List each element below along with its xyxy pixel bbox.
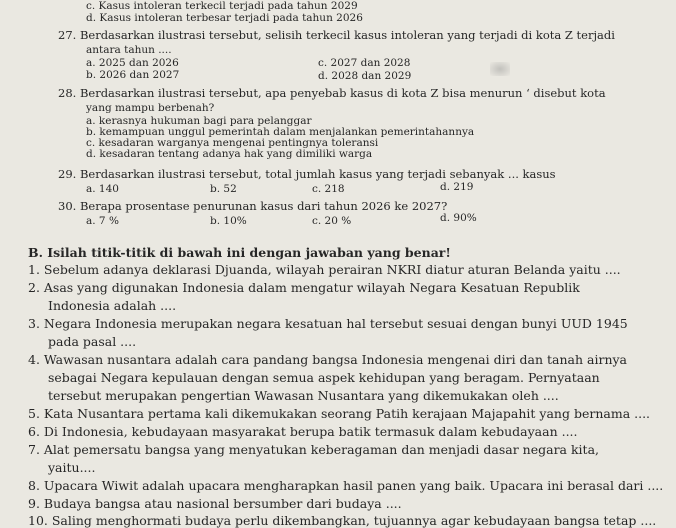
b-question-1: 1. Sebelum adanya deklarasi Djuanda, wilayah perairan NKRI diatur aturan Belanda yaitu .... <box>28 262 621 277</box>
q30-option-d: d. 90% <box>440 212 477 224</box>
question-27-cont: antara tahun .... <box>86 44 172 56</box>
q28-option-b: b. kemampuan unggul pemerintah dalam menjalankan pemerintahannya <box>86 126 475 138</box>
q29-option-c: c. 218 <box>312 183 345 195</box>
b-question-2-cont: Indonesia adalah .... <box>48 298 177 313</box>
b-question-4-cont1: sebagai Negara kepulauan dengan semua aspek kehidupan yang beragam. Pernyataan <box>48 370 600 385</box>
option-d-prev: d. Kasus intoleran terbesar terjadi pada tahun 2026 <box>86 12 363 24</box>
b-question-9: 9. Budaya bangsa atau nasional bersumber dari budaya .... <box>28 496 402 511</box>
q30-option-a: a. 7 % <box>86 215 119 227</box>
b-question-3-cont: pada pasal .... <box>48 334 137 349</box>
q30-option-c: c. 20 % <box>312 215 352 227</box>
b-question-10: 10. Saling menghormati budaya perlu dikembangkan, tujuannya agar kebudayaan bangsa tetap .... <box>28 513 657 528</box>
b-question-6: 6. Di Indonesia, kebudayaan masyarakat berupa batik termasuk dalam kebudayaan .... <box>28 424 578 439</box>
q27-option-a: a. 2025 dan 2026 <box>86 57 179 69</box>
b-question-7: 7. Alat pemersatu bangsa yang menyatukan keberagaman dan menjadi dasar negara kita, <box>28 442 599 457</box>
question-30: 30. Berapa prosentase penurunan kasus dari tahun 2026 ke 2027? <box>58 199 448 213</box>
q28-option-a: a. kerasnya hukuman bagi para pelanggar <box>86 115 312 127</box>
b-question-3: 3. Negara Indonesia merupakan negara kesatuan hal tersebut sesuai dengan bunyi UUD 1945 <box>28 316 628 331</box>
option-c-prev: c. Kasus intoleran terkecil terjadi pada tahun 2029 <box>86 0 358 12</box>
q28-option-d: d. kesadaran tentang adanya hak yang dimiliki warga <box>86 148 373 160</box>
b-question-2: 2. Asas yang digunakan Indonesia dalam mengatur wilayah Negara Kesatuan Republik <box>28 280 580 295</box>
question-29: 29. Berdasarkan ilustrasi tersebut, total jumlah kasus yang terjadi sebanyak ... kasus <box>58 167 556 181</box>
question-28: 28. Berdasarkan ilustrasi tersebut, apa penyebab kasus di kota Z bisa menurun ‘ disebut kota <box>58 86 606 100</box>
section-b-title: B. Isilah titik-titik di bawah ini dengan jawaban yang benar! <box>28 245 451 260</box>
b-question-8: 8. Upacara Wiwit adalah upacara mengharapkan hasil panen yang baik. Upacara ini berasal dari .... <box>28 478 664 493</box>
q29-option-b: b. 52 <box>210 183 237 195</box>
q27-option-c: c. 2027 dan 2028 <box>318 57 411 69</box>
q29-option-a: a. 140 <box>86 183 119 195</box>
b-question-4: 4. Wawasan nusantara adalah cara pandang bangsa Indonesia mengenai diri dan tanah airnya <box>28 352 628 367</box>
q27-option-d: d. 2028 dan 2029 <box>318 70 412 82</box>
q30-option-b: b. 10% <box>210 215 247 227</box>
question-27: 27. Berdasarkan ilustrasi tersebut, selisih terkecil kasus intoleran yang terjadi di kota Z terjadi <box>58 28 615 42</box>
q28-option-c: c. kesadaran warganya mengenai pentingnya toleransi <box>86 137 379 149</box>
q29-option-d: d. 219 <box>440 181 474 193</box>
b-question-7-cont: yaitu.... <box>48 460 96 475</box>
b-question-5: 5. Kata Nusantara pertama kali dikemukakan seorang Patih kerajaan Majapahit yang bernama .... <box>28 406 651 421</box>
question-28-cont: yang mampu berbenah? <box>86 102 215 114</box>
q27-option-b: b. 2026 dan 2027 <box>86 69 180 81</box>
b-question-4-cont2: tersebut merupakan pengertian Wawasan Nusantara yang dikemukakan oleh .... <box>48 388 559 403</box>
smudge-mark <box>490 62 510 76</box>
